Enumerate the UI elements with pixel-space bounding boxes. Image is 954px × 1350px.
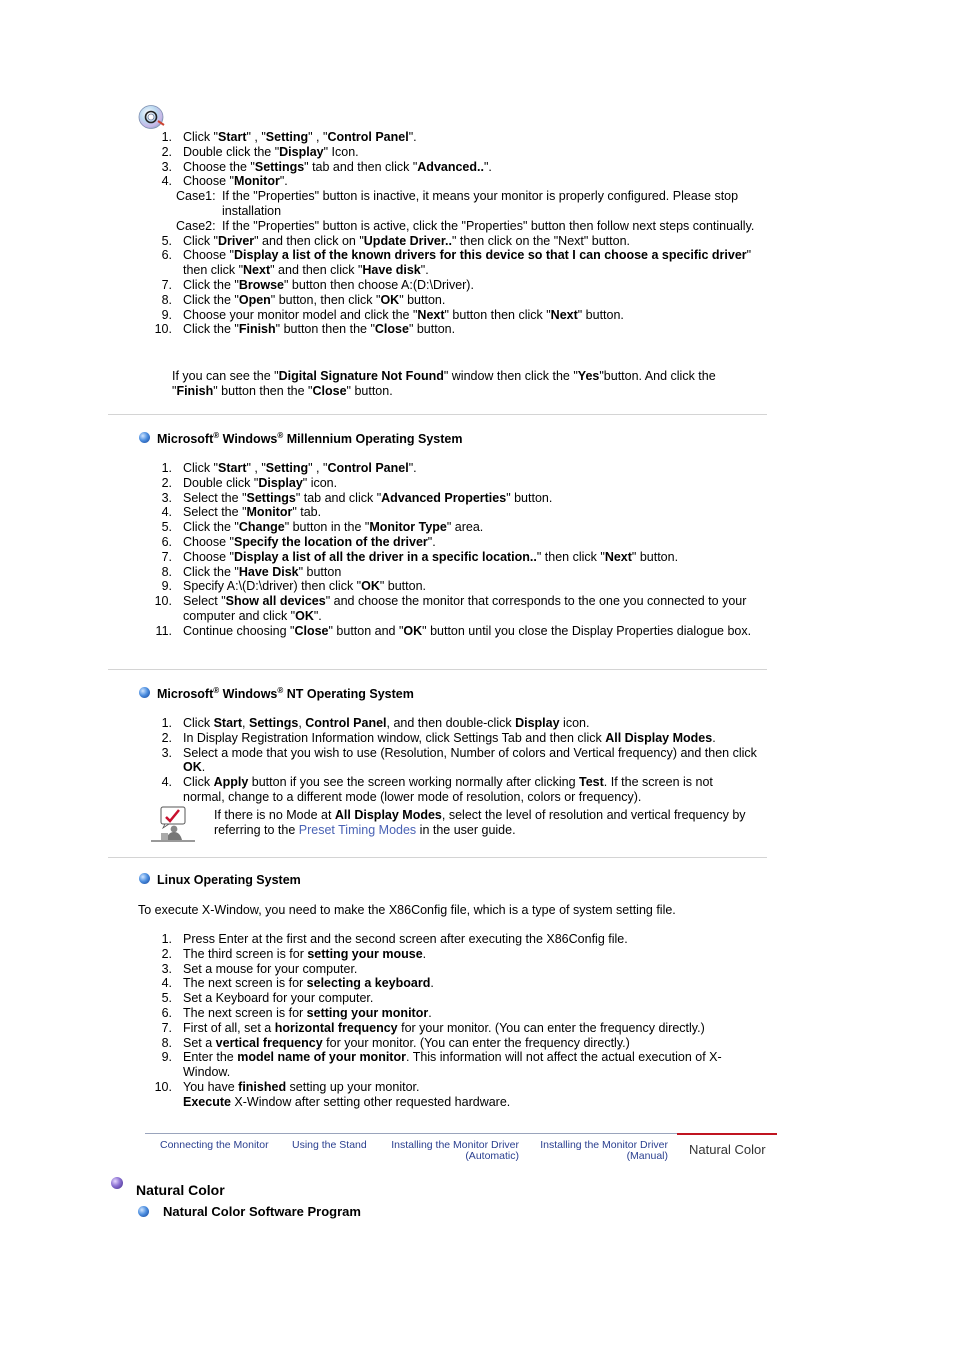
list-item: 2. In Display Registration Information window, click Settings Tab and then click All Display Modes. bbox=[161, 730, 716, 745]
tab-natural-color[interactable]: Natural Color bbox=[677, 1133, 777, 1161]
natural-color-heading: Natural Color bbox=[136, 1182, 225, 1198]
list-item: 2. The third screen is for setting your mouse. bbox=[161, 946, 427, 961]
list-item: 2. Double click "Display" icon. bbox=[161, 475, 338, 490]
win98-steps-list-2 bbox=[148, 234, 758, 338]
list-item: 10. Select "Show all devices" and choose the monitor that corresponds to the one you connected to your computer and click "OK". bbox=[154, 594, 747, 623]
list-item: 6. Choose "Specify the location of the driver". bbox=[161, 534, 436, 549]
section-nav-bar bbox=[145, 1133, 777, 1166]
list-item: 6. The next screen is for setting your monitor. bbox=[161, 1005, 432, 1020]
win98-cases bbox=[172, 189, 758, 233]
list-item: 7. Click the "Browse" button then choose A:(D:\Driver). bbox=[161, 277, 474, 292]
list-item: 4. The next screen is for selecting a keyboard. bbox=[161, 976, 434, 991]
case-item: Case2: If the "Properties" button is active, click the "Properties" button then follow next steps continually. bbox=[176, 218, 755, 233]
list-item: 10. Click the "Finish" button then the "Close" button. bbox=[154, 322, 456, 337]
list-item: 4. Click Apply button if you see the screen working normally after clicking Test. If the screen is not normal, change to a different mode (lower mode of resolution, colors or frequency). bbox=[161, 775, 713, 804]
section-title-windows-me: Microsoft® Windows® Millennium Operating System bbox=[157, 430, 463, 446]
list-item: 6. Choose "Display a list of the known drivers for this device so that I can choose a specific driver" then click "Next" and then click "Have disk". bbox=[161, 248, 752, 278]
nt-note: If there is no Mode at All Display Modes, select the level of resolution and vertical frequency by referring to the Preset Timing Modes in the user guide. bbox=[214, 808, 746, 837]
blue-orb-bullet-icon bbox=[139, 687, 150, 698]
divider bbox=[108, 669, 767, 670]
list-item: 1. Click "Start" , "Setting" , "Control Panel". bbox=[161, 461, 417, 475]
blue-orb-bullet-icon bbox=[139, 873, 150, 884]
list-item: 4. Choose "Monitor". bbox=[161, 174, 288, 189]
cd-disc-icon bbox=[138, 104, 166, 130]
note-person-icon bbox=[151, 806, 195, 842]
list-item: 3. Select the "Settings" tab and click "Advanced Properties" button. bbox=[161, 490, 553, 505]
list-item: 7. First of all, set a horizontal frequency for your monitor. (You can enter the frequency directly.) bbox=[161, 1020, 705, 1035]
preset-timing-modes-link[interactable]: Preset Timing Modes bbox=[298, 822, 417, 837]
list-item: 3. Select a mode that you wish to use (Resolution, Number of colors and Vertical frequency) and then click OK. bbox=[161, 745, 757, 775]
list-item: 5. Set a Keyboard for your computer. bbox=[161, 991, 374, 1006]
case-item: Case1: If the "Properties" button is inactive, it means your monitor is properly configured. Please stop installation bbox=[176, 189, 739, 218]
list-item: 2. Double click the "Display" Icon. bbox=[161, 144, 359, 159]
list-item: 7. Choose "Display a list of all the driver in a specific location.." then click "Next" button. bbox=[161, 549, 679, 564]
section-title-windows-nt: Microsoft® Windows® NT Operating System bbox=[157, 685, 414, 701]
tab-connecting-the-monitor[interactable]: Connecting the Monitor bbox=[160, 1139, 269, 1151]
linux-steps-list bbox=[148, 932, 758, 1110]
list-item: 9. Choose your monitor model and click the "Next" button then click "Next" button. bbox=[161, 307, 624, 322]
tab-installing-driver-manual[interactable]: Installing the Monitor Driver (Manual) bbox=[540, 1139, 668, 1162]
tab-installing-driver-automatic[interactable]: Installing the Monitor Driver (Automatic) bbox=[391, 1139, 519, 1162]
natural-color-subtitle: Natural Color Software Program bbox=[163, 1204, 361, 1219]
linux-intro: To execute X-Window, you need to make the X86Config file, which is a type of system setting file. bbox=[138, 903, 676, 917]
list-item: 9. Specify A:\(D:\driver) then click "OK" button. bbox=[161, 579, 426, 594]
list-item: 8. Click the "Open" button, then click "OK" button. bbox=[161, 292, 446, 307]
divider bbox=[108, 414, 767, 415]
list-item: 4. Select the "Monitor" tab. bbox=[161, 505, 322, 520]
list-item: 1. Click Start, Settings, Control Panel, and then double-click Display icon. bbox=[161, 716, 590, 730]
list-item: 11. Continue choosing "Close" button and "OK" button until you close the Display Properties dialogue box. bbox=[155, 623, 752, 638]
list-item: 1. Click "Start" , "Setting" , "Control Panel". bbox=[161, 130, 417, 144]
list-item: 8. Click the "Have Disk" button bbox=[161, 564, 342, 579]
list-item: 3. Set a mouse for your computer. bbox=[161, 961, 358, 976]
windows-nt-steps-list bbox=[148, 716, 758, 805]
win98-steps-list bbox=[148, 130, 758, 189]
list-item: 10. You have finished setting up your monitor. Execute X-Window after setting other requested hardware. bbox=[154, 1079, 511, 1109]
list-item: 5. Click "Driver" and then click on "Update Driver.." then click on the "Next" button. bbox=[161, 233, 631, 248]
purple-orb-bullet-icon bbox=[111, 1177, 123, 1189]
list-item: 3. Choose the "Settings" tab and then click "Advanced..". bbox=[161, 159, 492, 174]
list-item: 9. Enter the model name of your monitor. This information will not affect the actual execution of X-Window. bbox=[161, 1050, 722, 1080]
blue-orb-bullet-icon bbox=[138, 1206, 149, 1217]
list-item: 1. Press Enter at the first and the second screen after executing the X86Config file. bbox=[161, 932, 628, 946]
list-item: 5. Click the "Change" button in the "Monitor Type" area. bbox=[161, 520, 484, 535]
list-item: 8. Set a vertical frequency for your monitor. (You can enter the frequency directly.) bbox=[161, 1035, 630, 1050]
tab-using-the-stand[interactable]: Using the Stand bbox=[292, 1139, 367, 1151]
divider bbox=[108, 857, 767, 858]
windows-me-steps-list bbox=[148, 461, 758, 639]
section-title-linux: Linux Operating System bbox=[157, 873, 301, 887]
digital-signature-note: If you can see the "Digital Signature Not Found" window then click the "Yes"button. And click the "Finish" button then the "Close" button. bbox=[172, 369, 716, 398]
blue-orb-bullet-icon bbox=[139, 432, 150, 443]
